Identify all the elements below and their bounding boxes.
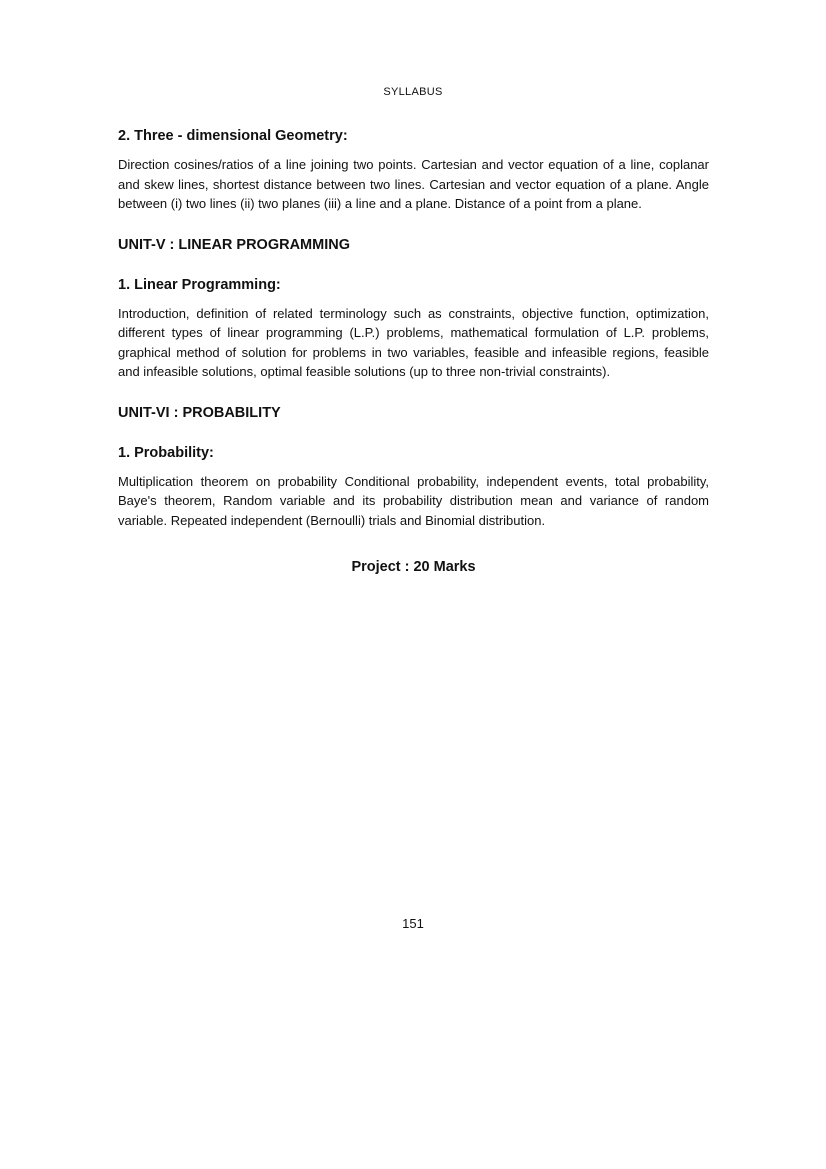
- running-head: SYLLABUS: [383, 86, 443, 98]
- section-heading-probability: 1. Probability:: [118, 444, 214, 461]
- section-text-linear-programming: Introduction, definition of related terminology such as constraints, objective function, optimization, different types of linear programming (L.P.) problems, mathematical formulation of L.P. problems, graphical method of solution for problems in two variables, feasible and infeasible regions, feasible and infeasible solutions, optimal feasible solutions (up to three non-trivial constraints).: [118, 305, 709, 379]
- project-marks: Project : 20 Marks: [351, 559, 476, 575]
- page-number: 151: [402, 916, 424, 931]
- unit-heading-linear-programming: UNIT-V : LINEAR PROGRAMMING: [118, 236, 350, 253]
- section-heading-geometry: 2. Three - dimensional Geometry:: [118, 128, 348, 144]
- section-text-geometry: Direction cosines/ratios of a line joining two points. Cartesian and vector equation of a line, coplanar and skew lines, shortest distance between two lines. Cartesian and vector equation of a plane. Angle between (i) two lines (ii) two planes (iii) a line and a plane. Distance of a point from a plane.: [118, 157, 709, 211]
- section-heading-linear-programming: 1. Linear Programming:: [118, 276, 281, 293]
- unit-heading-probability: UNIT-VI : PROBABILITY: [118, 404, 281, 421]
- page-content: [118, 126, 709, 577]
- section-text-probability: Multiplication theorem on probability Conditional probability, independent events, total probability, Baye's theorem, Random variable and its probability distribution mean and variance of random variable. Repeated independent (Bernoulli) trials and Binomial distribution.: [118, 473, 709, 528]
